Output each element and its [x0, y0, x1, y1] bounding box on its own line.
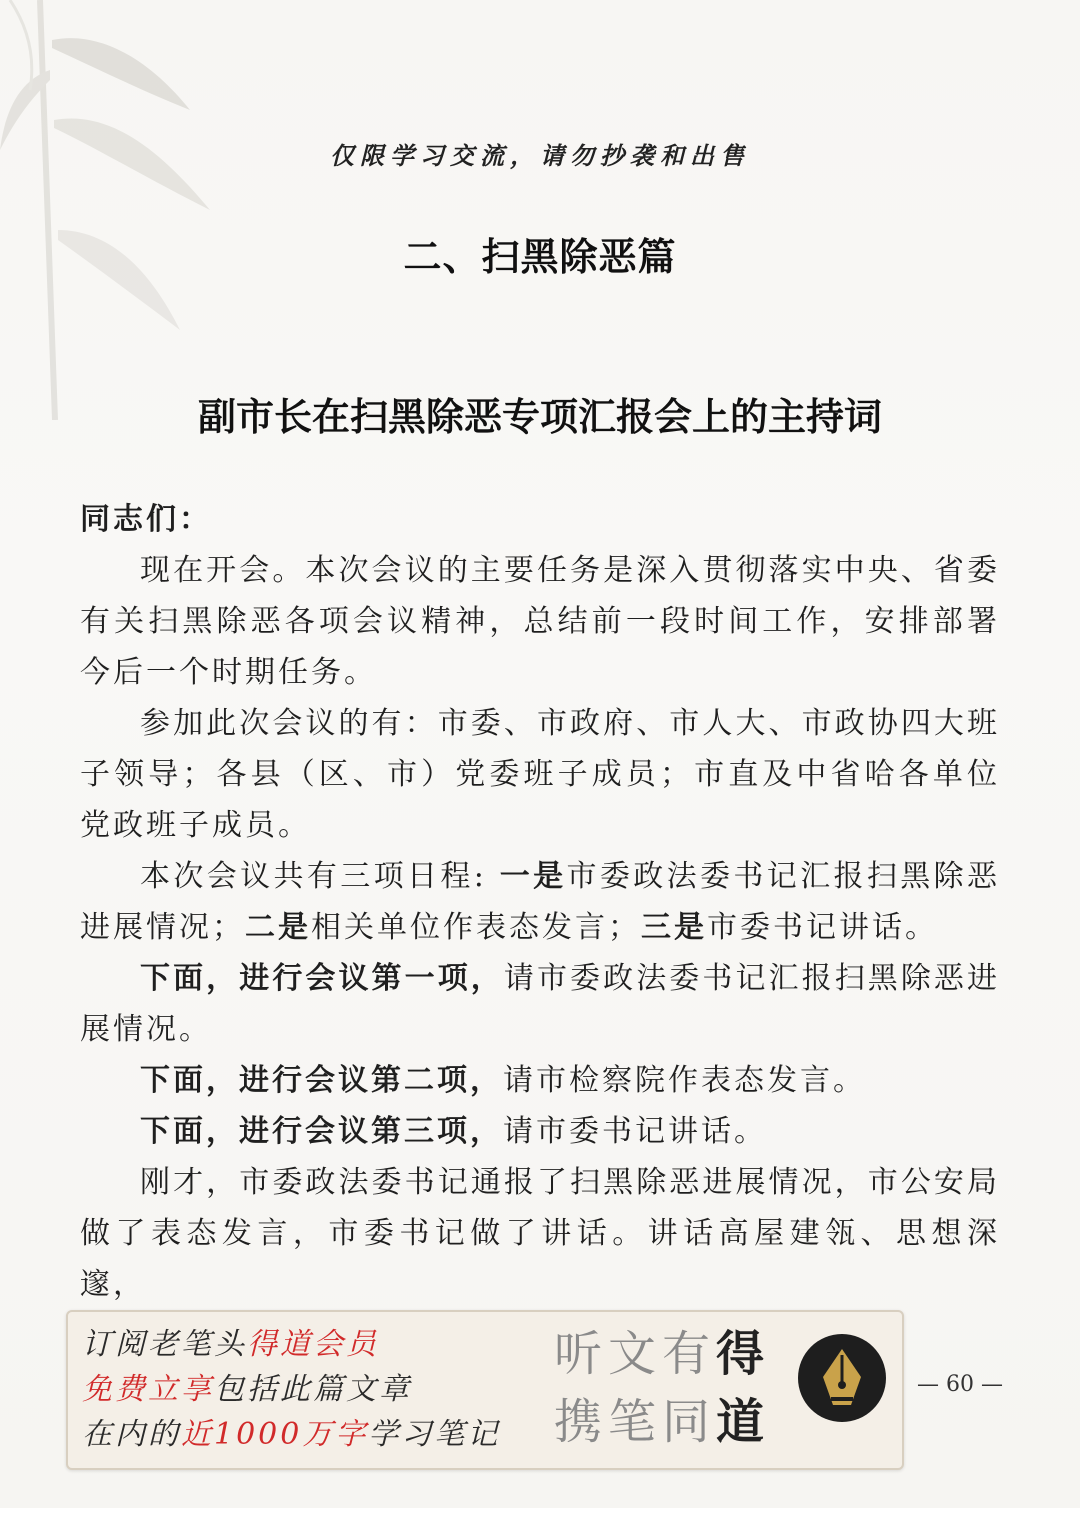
agenda-step-2-text: 请市检察院作表态发言。: [503, 1063, 866, 1098]
banner-highlight: 近1000万字: [181, 1417, 369, 1452]
banner-text: 包括此篇文章: [214, 1372, 412, 1407]
paragraph-2: 参加此次会议的有：市委、市政府、市人大、市政协四大班子领导；各县（区、市）党委班子成员；市直及中省哈各单位党政班子成员。: [80, 706, 1000, 843]
agenda-item-1: 市委政法委书记汇报扫黑除恶进展情况；: [80, 859, 1001, 945]
agenda-marker-1: 一是: [499, 859, 567, 894]
agenda-step-3-text: 请市委书记讲话。: [503, 1114, 767, 1149]
paragraph-1: 现在开会。本次会议的主要任务是深入贯彻落实中央、省委有关扫黑除恶各项会议精神，总结前一段时间工作，安排部署今后一个时期任务。: [80, 553, 1000, 690]
banner-promo-text: [82, 1322, 552, 1457]
agenda-item-3: 市委书记讲话。: [707, 910, 938, 945]
banner-highlight: 得道会员: [247, 1327, 379, 1362]
paragraph-4: [80, 953, 1000, 1055]
article-body: [80, 494, 1000, 1310]
article-title: 副市长在扫黑除恶专项汇报会上的主持词: [197, 394, 882, 439]
page-number: — 60 —: [917, 1372, 1003, 1397]
salutation: 同志们：: [80, 502, 212, 537]
agenda-step-2-lead: 下面，进行会议第二项，: [140, 1063, 503, 1098]
subscription-banner[interactable]: [66, 1310, 904, 1470]
section-title: 二、扫黑除恶篇: [403, 235, 677, 279]
slogan-line-1: [554, 1320, 814, 1388]
slogan-text: 听文有: [554, 1326, 717, 1382]
agenda-step-1-lead: 下面，进行会议第一项，: [140, 961, 504, 996]
paragraph-6: [80, 1106, 1000, 1157]
banner-line-2: [82, 1367, 552, 1412]
slogan-emphasis: 得: [716, 1326, 771, 1382]
paragraph-5: [80, 1055, 1000, 1106]
fountain-pen-nib-icon: [798, 1334, 886, 1422]
banner-text: 在内的: [82, 1417, 181, 1452]
agenda-item-2: 相关单位作表态发言；: [311, 910, 641, 945]
header-notice: 仅限学习交流，请勿抄袭和出售: [330, 141, 750, 170]
slogan-emphasis: 道: [716, 1394, 771, 1450]
paragraph-7: 刚才，市委政法委书记通报了扫黑除恶进展情况，市公安局做了表态发言，市委书记做了讲话。讲话高屋建瓴、思想深邃，: [80, 1165, 1000, 1302]
paragraph-3: [80, 851, 1000, 953]
banner-line-3: [82, 1412, 552, 1457]
banner-text: 学习笔记: [368, 1417, 501, 1452]
banner-line-1: [82, 1322, 552, 1367]
banner-slogan: [554, 1320, 814, 1456]
agenda-step-3-lead: 下面，进行会议第三项，: [140, 1114, 503, 1149]
slogan-line-2: [554, 1388, 814, 1456]
agenda-marker-3: 三是: [641, 910, 707, 945]
banner-highlight: 免费立享: [82, 1372, 214, 1407]
bamboo-decoration: [0, 0, 230, 420]
agenda-marker-2: 二是: [245, 910, 311, 945]
agenda-intro: 本次会议共有三项日程:: [140, 859, 500, 894]
slogan-text: 携笔同: [554, 1394, 717, 1450]
banner-text: 订阅老笔头: [82, 1327, 247, 1362]
agenda-step-1-text: 请市委政法委书记汇报扫黑除恶进展情况。: [80, 961, 1001, 1047]
